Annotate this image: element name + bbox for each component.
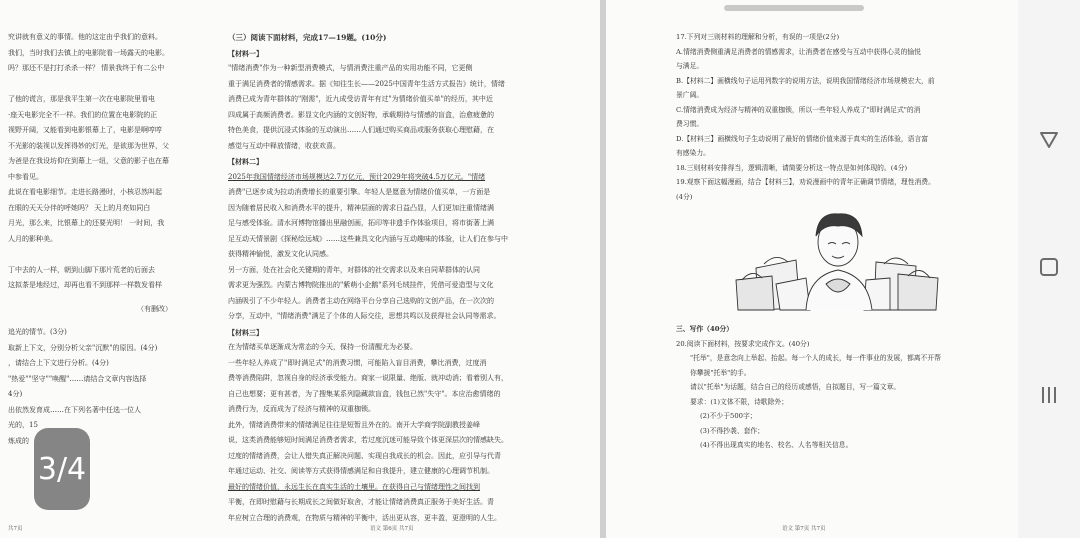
question-line: 19.观察下面这幅漫画，结合【材料三】，劝说漫画中的青年正确调节情绪，理性消费。 [676, 178, 935, 186]
question-line: "热爱""坚守""唤醒"……请结合文章内容选择 [8, 374, 147, 383]
text-line: 特色美食，提供沉浸式体验的互动演出……人们通过购买商品或服务获取心理慰藉，在 [228, 126, 494, 134]
text-line: 说，这类消费能够短时间满足消费者需求，若过度沉迷可能导致个体更深层次的情感缺失。 [228, 436, 508, 444]
text-line: 自己也想要；更有甚者，为了搜集某系列隐藏款盲盒，钱包已然"失守"。本应治愈情绪的 [228, 389, 501, 398]
material-1-label: 【材料一】 [228, 48, 263, 58]
question-20: 20.阅读下面材料，按要求完成作文。(40分) [676, 339, 810, 348]
material-3-label: 【材料三】 [228, 327, 263, 337]
question-17 [676, 30, 1006, 161]
requirements-list [676, 409, 1006, 453]
text-line: 费等消费陷阱，忽视自身的经济承受能力。商家一说限量、绝版、就冲动消；看着别人有， [228, 374, 508, 382]
cartoon-illustration [676, 208, 1006, 312]
question-line: 出依然发育成……在下列名著中任选一位人 [8, 405, 141, 414]
material-3-text [228, 340, 588, 526]
recents-lines-icon [1034, 380, 1064, 410]
text-line: 此外，情绪消费带来的情绪满足往往是短暂且外在的。南开大学商学院副教授姜峰 [228, 420, 480, 429]
question-line: 有感染力。 [676, 149, 710, 157]
text-line: "托举"，是意念向上举起、抬起。每一个人的成长，每一件事业的发展，都离不开帮 [690, 354, 941, 362]
home-square-icon [1034, 252, 1064, 282]
text-line: 我们，当时我们去镇上的电影院看一场露天的电影。 [8, 48, 169, 57]
text-line: 人月的影种美。 [8, 234, 57, 243]
text-line: 因为随着居民收入和消费水平的提升，精神层面的需求日益凸显，人们更加注重情绪满 [228, 203, 494, 212]
requirements-label: 要求：(1)文体不限，诗歌除外； [690, 397, 788, 406]
text-line: 感觉与互动中释放情绪，收获欢喜。 [228, 141, 340, 150]
story-lines [8, 30, 180, 294]
text-line [8, 247, 180, 263]
story-questions [8, 325, 180, 449]
question-19 [676, 175, 1006, 204]
text-line: 最好的情绪价值，永远生长在真实生活的土壤里。在获得自己与情绪理性之间找到 [228, 482, 480, 491]
back-button[interactable] [1034, 124, 1064, 154]
text-line: 你攀援"托举"的手。 [690, 368, 751, 377]
text-line: 不光影的装视以发挥得妙的灯光，是欲那为世界，父 [8, 141, 169, 150]
page-footer-left: 语文 第6页 共7页 [370, 526, 414, 532]
question-line: B.【材料二】画横线句子运用列数字的说明方法，说明我国情绪经济市场规模宏大，前 [676, 76, 935, 85]
text-line: 四成属于高频消费者。影显文化内涵的文创好物，承载期待与情感的盲盒，治愈疲惫的 [228, 110, 494, 119]
text-line: 足与感受体验。清水河博物馆播出里融创画，拓印等非遗手作体验项目，将市街著上满 [228, 219, 494, 227]
text-line: 另一方面，处在社会化关键期的青年，对群体的社交需求以及来自同辈群体的认同 [228, 265, 480, 274]
material-2-label: 【材料二】 [228, 157, 263, 166]
text-line: 究讲就有意义的事情。他的这定由乎我们的意料。 [8, 33, 162, 41]
exam-page-7 [606, 0, 1018, 538]
recents-button[interactable] [1034, 380, 1064, 410]
text-line: 2025年我国情绪经济市场规模达2.7万亿元，预计2029年将突破4.5万亿元。"情绪 [228, 172, 486, 181]
text-line: 为爸是在我设坊仰在到幕上一纽，父意的影子也在幕 [8, 157, 169, 165]
text-line: 在为情绪买单逐渐成为常态的今天，保持一份清醒尤为必要。 [228, 343, 417, 351]
writing-section-title: 三、写作（40分） [676, 325, 734, 333]
text-line: 消费已成为青年群体的"刚需"，近九成受访青年有过"为情绪价值买单"的经历，其中近 [228, 95, 493, 103]
text-line: 丁中去的人一样，朝到山脚下那片荒老的后面去 [8, 265, 155, 274]
text-line: 中参看见。 [8, 172, 43, 181]
system-nav-bar [1018, 0, 1080, 538]
question-line: 4分) [8, 390, 23, 398]
home-button[interactable] [1034, 252, 1064, 282]
text-line: 一些年轻人养成了"即时满足式"的消费习惯，可能陷入盲目消费，攀比消费，过度消 [228, 358, 487, 367]
text-line: 此说在看电影细节。走进长路漫时，小核忍然叫起 [8, 188, 162, 196]
cartoon-young-man-shopping-bags-icon [676, 208, 1006, 312]
text-line [8, 77, 180, 93]
text-line: 获得精神愉悦，激发文化认同感。 [228, 250, 333, 258]
question-line: (4分) [676, 192, 693, 201]
requirement-item: (4)不得出现真实的地名、校名、人名等相关信息。 [700, 441, 853, 449]
question-line: D.【材料三】画横线句子生动说明了最好的情绪价值来源于真实的生活体验，语言富 [676, 134, 929, 143]
question-line: 景广阔。 [676, 91, 704, 99]
text-line: 视野开阔，又能看到电影银幕上了，电影是啊哼哼 [8, 126, 162, 134]
question-20-prompt: 请以"托举"为话题，结合自己的经历或感悟，自拟题目，写一篇文章。 [690, 383, 901, 391]
author-note: （有删改） [137, 304, 172, 313]
question-18: 18.三则材料安排得当，逻辑清晰，请简要分析这一特点是如何体现的。(4分) [676, 163, 908, 172]
text-line: 分享，互动中，"情绪消费"满足了个体的人际交往，思想共鸣以及获得社会认同等需求。 [228, 312, 501, 320]
text-line: 内涵吸引了不少年轻人。消费者主动在网络平台分享自己选购的文创产品，在一次次的 [228, 296, 494, 305]
question-line: A.情绪消费侧重满足消费者的情感需求，让消费者在感受与互动中获得心灵的愉悦 [676, 47, 921, 56]
text-line: 年应树立合理的消费观，在物质与精神的平衡中，活出更从容，更丰盈，更澄明的人生。 [228, 513, 501, 522]
questions-column [676, 30, 1006, 453]
reading-section [228, 30, 588, 538]
text-line: 年通过运动、社交、阅读等方式获得情感满足和自我提升，建立健康的心理调节机制。 [228, 467, 494, 475]
text-line: ·座天电影完全不一样。我们的位置在电影院的正 [8, 110, 158, 119]
scroll-handle[interactable] [724, 5, 864, 11]
back-triangle-icon [1034, 124, 1064, 154]
question-line: 追光的情节。(3分) [8, 328, 67, 336]
text-line: 重于满足消费者的情感需求。据《知往生长——2025中国青年生活方式报告》统计，情绪 [228, 79, 505, 88]
text-line: 吗？那还不是打打杀杀一样？ 情景我终于有二公中 [8, 64, 165, 72]
question-line: 17.下列对三则材料的理解和分析，有误的一项是(2分) [676, 33, 840, 41]
question-line: 光的，15 [8, 421, 38, 429]
material-1-text [228, 61, 588, 154]
text-line: 需求更为强烈。内蒙古博物院推出的"紫萌小企鹅"系列毛绒挂件，凭借可爱造型与文化 [228, 281, 494, 289]
requirement-item: (2)不少于500字； [700, 412, 757, 420]
text-line: 过度的情绪消费，会让人错失真正解决问题、实现自我成长的机会。因此，应引导与代青 [228, 451, 501, 460]
text-line: 这拟茶是地经过，却再也看不到那样一样数发看样 [8, 281, 162, 289]
text-line: 消费"已逐步成为拉动消费增长的重要引擎。年轻人是愿意为情绪价值买单，一方面是 [228, 188, 491, 196]
page-indicator: 3/4 [34, 428, 90, 510]
material-2-text [228, 170, 588, 325]
page-footer-far-left: 共7页 [8, 526, 23, 532]
text-line: 在眼的天天分伴的呼她吗？ 天上的月亮如同白 [8, 203, 151, 212]
question-line: 与满足。 [676, 62, 704, 70]
question-line: C.情绪消费成为经济与精神的双重枷锁，所以一些年轻人养成了"即时满足式"的消 [676, 105, 921, 114]
question-20-material [676, 351, 1006, 380]
text-line: 足互动天情景剧《探秘绘远城》……这些兼具文化内涵与互动趣味的体验，让人们在参与中 [228, 234, 508, 243]
requirement-item: (3)不得抄袭、套作； [700, 426, 765, 435]
question-line: 取新上下文，分别分析父亲"沉默"的原因。(4分) [8, 343, 158, 352]
text-line: 平衡，在即时慰藉与长期成长之间做好取舍，才能让情绪消费真正服务于美好生活。青 [228, 498, 494, 506]
question-line: 费习惯。 [676, 120, 704, 128]
text-line: 了他的谎言，那是我平生第一次在电影院里看电 [8, 95, 155, 103]
text-line: 消费行为，反而成为了经济与精神的双重枷锁。 [228, 405, 375, 413]
text-line: "情绪消费"作为一种新型消费模式，与情消费注重产品的实用功能不同，它更侧 [228, 64, 473, 72]
section-title: （三）阅读下面材料，完成17—19题。(10分) [228, 33, 387, 42]
text-line: 月光，那么来，比银幕上的还要光明！ 一时间，我 [8, 219, 165, 227]
question-line: 炼成的 [8, 436, 29, 445]
page-footer-right: 语文 第7页 共7页 [782, 526, 826, 532]
question-line: ，请结合上下文进行分析。(4分) [8, 359, 109, 367]
